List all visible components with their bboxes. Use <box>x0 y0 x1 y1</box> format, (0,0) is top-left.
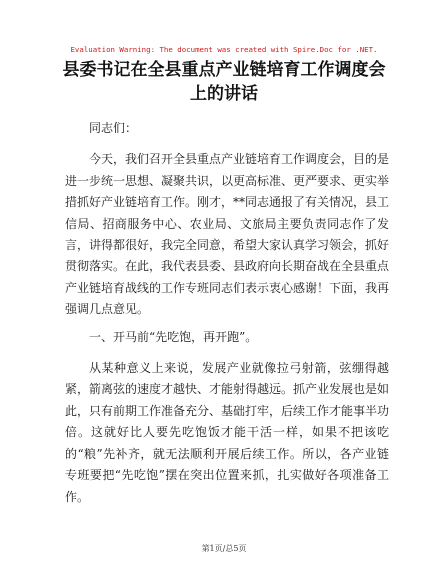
evaluation-warning: Evaluation Warning: The document was created with Spire.Doc for .NET. <box>70 45 378 54</box>
section-heading: 一、开马前“先吃饱，再开跑”。 <box>89 329 258 344</box>
paragraph: 从某种意义上来说，发展产业就像拉弓射箭，弦绷得越紧，箭离弦的速度才越快、才能射得越远。抓产业发展也是如此，只有前期工作准备充分、基础打牢，后续工作才能事半功倍。这就好比人要先吃饱饭才能干活一样，如果不把该吃的“粮”先补齐，就无法顺利开展后续工作。所以，各产业链专班要把“先吃饱”摆在突出位置来抓，扎实做好各项准备工作。 <box>65 361 390 504</box>
page-footer: 第1页/总5页 <box>201 544 247 553</box>
document-title: 县委书记在全县重点产业链培育工作调度会上的讲话 <box>62 60 386 104</box>
paragraph: 今天，我们召开全县重点产业链培育工作调度会，目的是进一步统一思想、凝聚共识，以更高标准、更严要求、更实举措抓好产业链培育工作。刚才，**同志通报了有关情况，县工信局、招商服务中心、农业局、文旅局主要负责同志作了发言，讲得都很好，我完全同意，希望大家认真学习领会，抓好贯彻落实。在此，我代表县委、县政府向长期奋战在全县重点产业链培育战线的工作专班同志们表示衷心感谢！下面，我再强调几点意见。 <box>65 152 390 317</box>
document-body <box>65 118 389 514</box>
greeting: 同志们： <box>89 121 138 135</box>
